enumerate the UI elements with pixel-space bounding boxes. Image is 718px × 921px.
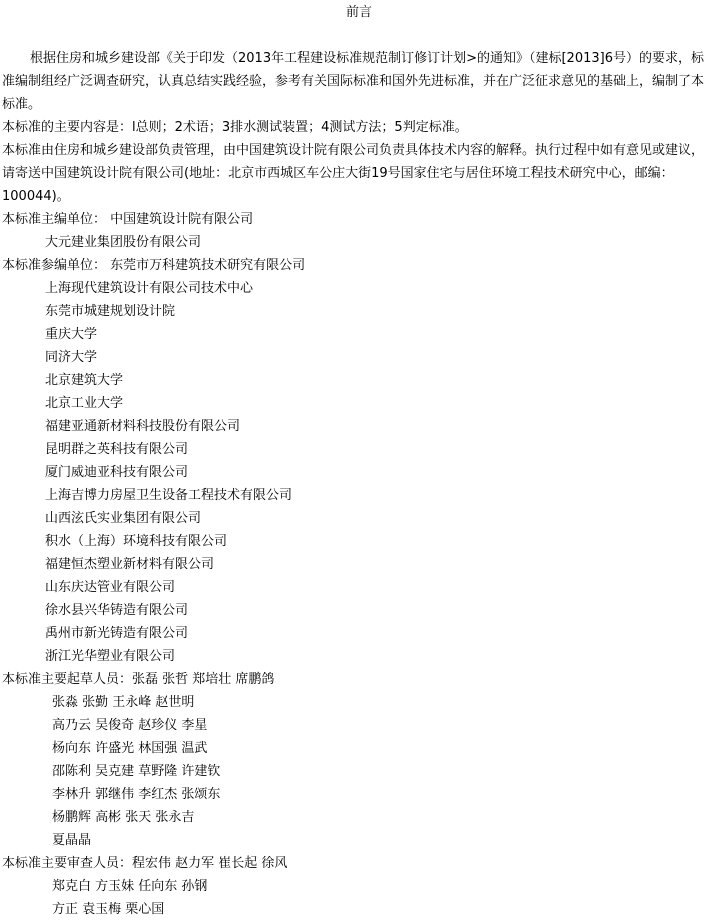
intro-paragraph: 根据住房和城乡建设部《关于印发（2013年工程建设标准规范制订修订计划>的通知》（建标[2013]6号）的要求，标准编制组经广泛调查研究，认真总结实践经验，参考有关国际标准和国外先进标准，并在广泛征求意见的基础上，编制了本标准。 bbox=[2, 51, 705, 112]
chief-units-line bbox=[2, 208, 716, 231]
drafters-names: 张磊 张哲 郑培壮 席鹏鸽 bbox=[132, 672, 275, 687]
organization-line: 上海吉博力房屋卫生设备工程技术有限公司 bbox=[45, 488, 293, 503]
organization-line: 昆明群之英科技有限公司 bbox=[45, 442, 189, 457]
organization-line: 山东庆达管业有限公司 bbox=[45, 580, 176, 595]
names-line: 方正 袁玉梅 栗心国 bbox=[52, 902, 165, 917]
reviewers-list bbox=[2, 875, 716, 921]
organization-line: 徐水县兴华铸造有限公司 bbox=[45, 603, 189, 618]
organization-line: 大元建业集团股份有限公司 bbox=[45, 235, 202, 250]
organization-line: 福建亚通新材料科技股份有限公司 bbox=[45, 419, 241, 434]
organization-line: 浙江光华塑业有限公司 bbox=[45, 649, 176, 664]
chief-unit-name: 中国建筑设计院有限公司 bbox=[110, 212, 254, 227]
chief-units-section bbox=[2, 208, 716, 254]
names-line: 张淼 张勤 王永峰 赵世明 bbox=[52, 695, 195, 710]
participating-units-list bbox=[2, 277, 716, 668]
names-line: 高乃云 吴俊奇 赵珍仪 李星 bbox=[52, 718, 208, 733]
organization-line: 禹州市新光铸造有限公司 bbox=[45, 626, 189, 641]
reviewers-section bbox=[2, 852, 716, 921]
drafters-section bbox=[2, 668, 716, 852]
organization-line: 上海现代建筑设计有限公司技术中心 bbox=[45, 281, 254, 296]
participating-unit-name: 东莞市万科建筑技术研究有限公司 bbox=[110, 258, 306, 273]
reviewers-names: 程宏伟 赵力军 崔长起 徐风 bbox=[132, 856, 288, 871]
page-title: 前言 bbox=[345, 5, 372, 20]
chief-units-label: 本标准主编单位： bbox=[2, 212, 107, 227]
names-line: 杨鹏辉 高彬 张天 张永吉 bbox=[52, 810, 195, 825]
organization-line: 积水（上海）环境科技有限公司 bbox=[45, 534, 228, 549]
participating-units-label: 本标准参编单位： bbox=[2, 258, 107, 273]
participating-units-line bbox=[2, 254, 716, 277]
drafters-line bbox=[2, 668, 716, 691]
contents-paragraph: 本标准的主要内容是：l总则；2术语；3排水测试装置；4测试方法；5判定标准。 bbox=[2, 120, 468, 135]
names-line: 邵陈利 吴克建 草野隆 许建钦 bbox=[52, 764, 221, 779]
reviewers-line bbox=[2, 852, 716, 875]
organization-line: 福建恒杰塑业新材料有限公司 bbox=[45, 557, 215, 572]
organization-line: 同济大学 bbox=[45, 350, 98, 365]
blank-line bbox=[2, 24, 716, 47]
names-line: 杨向东 许盛光 林国强 温武 bbox=[52, 741, 208, 756]
drafters-label: 本标准主要起草人员： bbox=[2, 672, 133, 687]
reviewers-label: 本标准主要审查人员： bbox=[2, 856, 133, 871]
organization-line: 北京建筑大学 bbox=[45, 373, 124, 388]
names-line: 郑克白 方玉妹 任向东 孙钢 bbox=[52, 879, 208, 894]
organization-line: 重庆大学 bbox=[45, 327, 98, 342]
organization-line: 山西泫氏实业集团有限公司 bbox=[45, 511, 202, 526]
participating-units-section bbox=[2, 254, 716, 668]
names-line: 夏晶晶 bbox=[52, 833, 92, 848]
drafters-list bbox=[2, 691, 716, 852]
organization-line: 东莞市城建规划设计院 bbox=[45, 304, 176, 319]
chief-units-list bbox=[2, 231, 716, 254]
management-paragraph: 本标准由住房和城乡建设部负责管理，由中国建筑设计院有限公司负责具体技术内容的解释。执行过程中如有意见或建议，请寄送中国建筑设计院有限公司(地址：北京市西城区车公庄大街19号国家住宅与居住环境工程技术研究中心，邮编：100044)。 bbox=[2, 143, 705, 204]
organization-line: 厦门威迪亚科技有限公司 bbox=[45, 465, 189, 480]
names-line: 李林升 郭继伟 李红杰 张颂东 bbox=[52, 787, 221, 802]
organization-line: 北京工业大学 bbox=[45, 396, 124, 411]
